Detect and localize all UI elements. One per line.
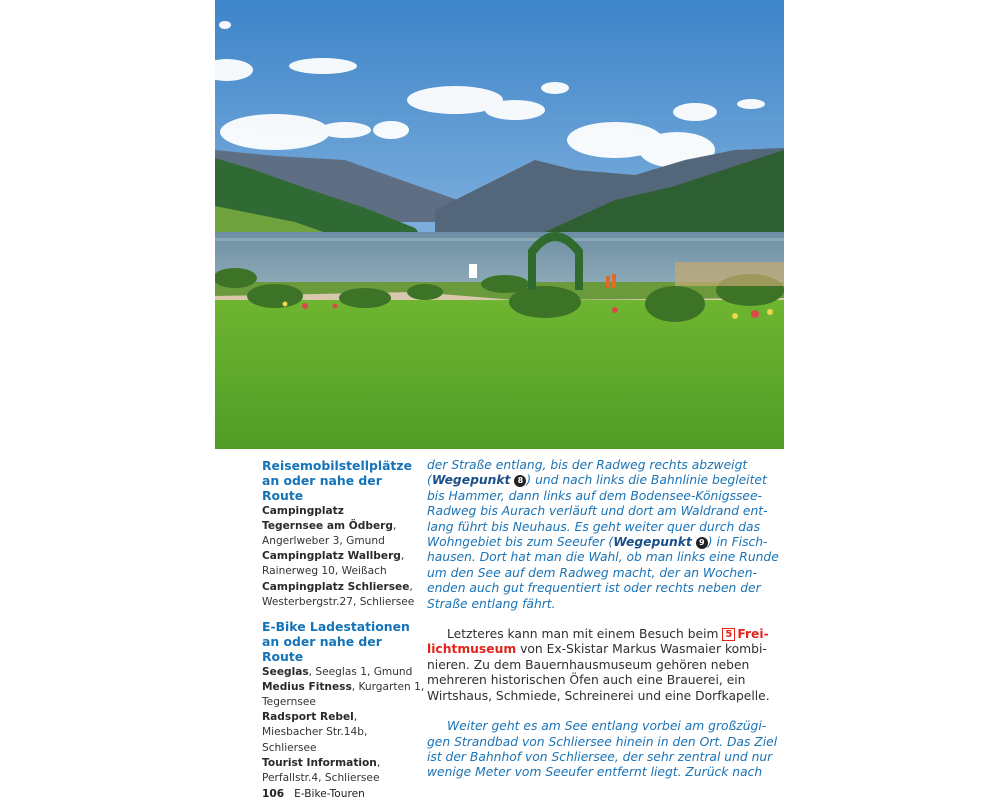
waypoint-label: Wegepunkt: [613, 535, 692, 550]
list-item: Miesbacher Str.14b,: [262, 726, 368, 739]
museum-name: lichtmuseum: [427, 642, 517, 657]
route-paragraph-1: der Straße entlang, bis der Radweg rechts abzweigt (Wegepunkt 8 ) und nach links die Bahnlinie begleitet bis Hammer, dann links auf dem Bodensee-Königssee- Radweg bis Aurach verläuft und dort am Waldrand ent- lang führt bis Neuhaus. Es geht weiter quer durch das Wohngebiet bis zum Seeufer (Wegepunkt 9 ) in Fisch- hausen. Dort hat man die Wahl, ob man links eine Runde um den See auf dem Radweg macht, der an Wochen- enden auch gut frequentiert ist oder rechts neben der Straße entlang fährt.: [427, 458, 779, 611]
stop-5-marker: 5: [722, 628, 735, 641]
waypoint-9-marker: 9: [696, 537, 708, 549]
route-paragraph-2: Weiter geht es am See entlang vorbei am großzügi- gen Strandbad von Schliersee hinein in den Ort. Das Ziel ist der Bahnhof von Schliersee, der sehr zentral und nur wenige Meter vom Seeufer entfernt liegt. Zurück nach: [427, 719, 778, 780]
list-item: Campingplatz Schliersee,: [262, 580, 413, 593]
page-number: 106: [262, 788, 285, 800]
list-item: Campingplatz: [262, 504, 344, 517]
charging-heading: E-Bike Ladestationen an oder nahe der Route: [262, 619, 410, 665]
museum-name: Frei-: [737, 627, 769, 642]
list-item: Medius Fitness, Kurgarten 1,: [262, 680, 425, 693]
book-title: E-Bike-Touren: [294, 788, 365, 800]
charging-section: [262, 619, 425, 786]
list-item: Tegernsee am Ödberg,: [262, 519, 397, 532]
sidebar-info: [262, 458, 425, 786]
list-item: Rainerweg 10, Weißach: [262, 565, 387, 578]
list-item: Angerlweber 3, Gmund: [262, 535, 385, 548]
museum-paragraph: Letzteres kann man mit einem Besuch beim 5 Frei- lichtmuseum von Ex-Skistar Markus Wasmaier kombi- nieren. Zu dem Bauernhausmuseum gehören neben mehreren historischen Öfen auch eine Brauerei, ein Wirtshaus, Schmiede, Schreinerei und eine Dorfkapelle.: [427, 627, 770, 703]
list-item: Radsport Rebel,: [262, 711, 358, 724]
charging-list: [262, 665, 425, 787]
list-item: Seeglas, Seeglas 1, Gmund: [262, 665, 413, 678]
list-item: Westerbergstr.27, Schliersee: [262, 595, 415, 608]
campsites-heading: Reisemobilstellplätze an oder nahe der Route: [262, 458, 412, 504]
waypoint-8-marker: 8: [514, 475, 526, 487]
page-footer: [262, 788, 365, 800]
list-item: Campingplatz Wallberg,: [262, 550, 405, 563]
list-item: Schliersee: [262, 741, 317, 754]
body-text-column: [427, 458, 779, 781]
waypoint-label: Wegepunkt: [431, 473, 511, 488]
lake-landscape-photo: [215, 0, 784, 449]
campsites-list: [262, 504, 422, 610]
campsites-section: [262, 458, 422, 610]
list-item: Perfallstr.4, Schliersee: [262, 772, 380, 785]
list-item: Tourist Information,: [262, 756, 381, 769]
list-item: Tegernsee: [262, 696, 316, 709]
